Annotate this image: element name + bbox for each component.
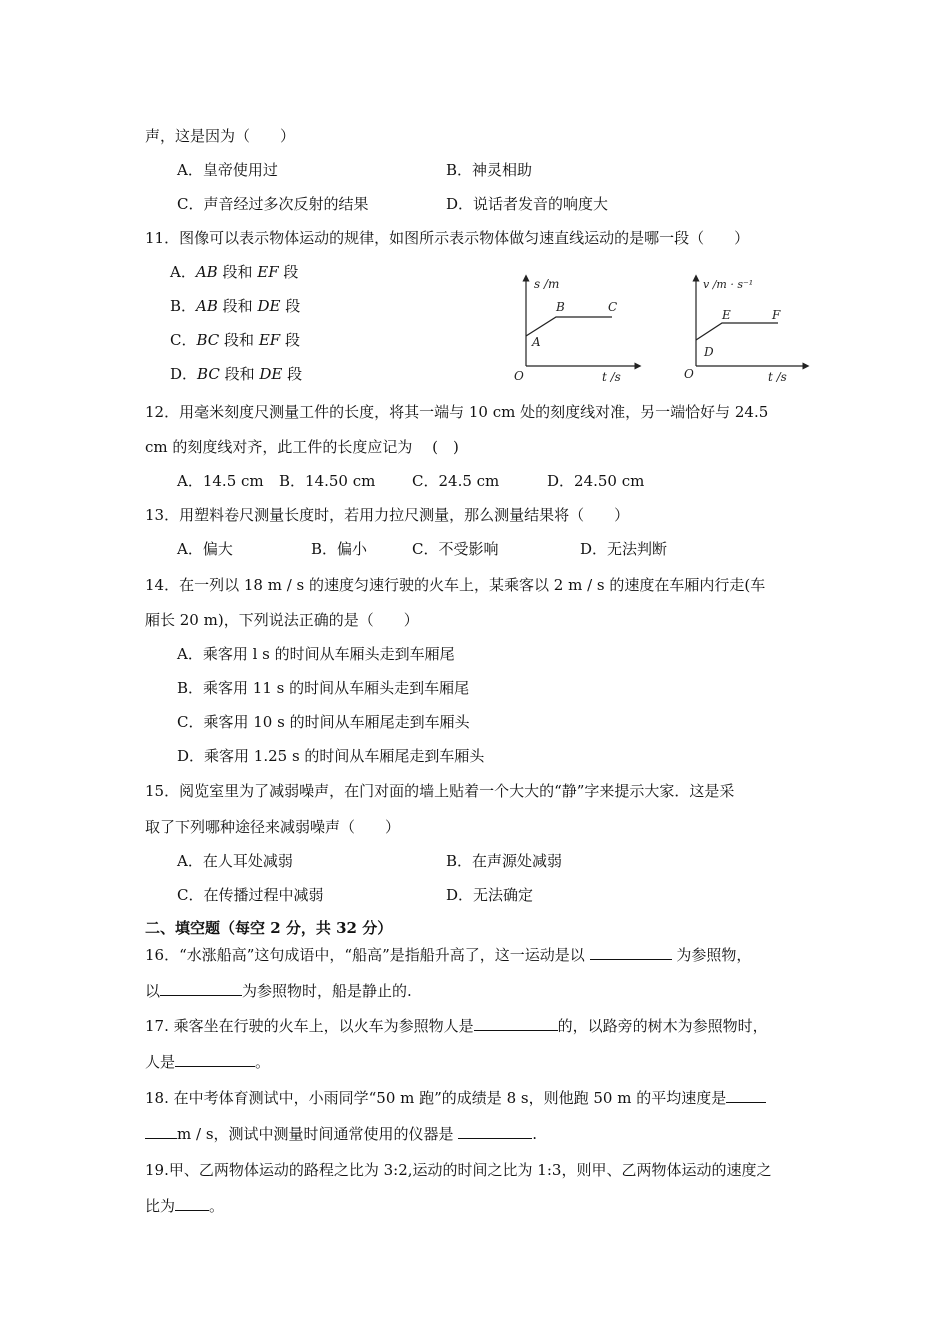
q11-motion-graphs bbox=[510, 270, 810, 390]
v-t-point-f: F bbox=[772, 308, 781, 322]
q17-blank-2[interactable] bbox=[175, 1052, 255, 1067]
q18-blank-1b[interactable] bbox=[145, 1124, 177, 1139]
q11-option-d: D．BC 段和 DE 段 bbox=[170, 365, 303, 383]
q13-stem: 13．用塑料卷尺测量长度时，若用力拉尺测量，那么测量结果将（ ） bbox=[145, 506, 630, 524]
q15-option-a: A．在人耳处减弱 bbox=[177, 852, 293, 870]
q14-option-d: D．乘客用 1.25 s 的时间从车厢尾走到车厢头 bbox=[177, 747, 485, 765]
v-t-line bbox=[696, 323, 778, 340]
q14-option-a: A．乘客用 l s 的时间从车厢头走到车厢尾 bbox=[177, 645, 455, 663]
v-t-origin: O bbox=[684, 367, 694, 381]
q16-blank-2[interactable] bbox=[160, 981, 242, 996]
q18-blank-2[interactable] bbox=[458, 1124, 532, 1139]
s-t-line bbox=[526, 317, 612, 336]
q16-line1: 16．“水涨船高”这句成语中，“船高”是指船升高了，这一运动是以 为参照物， bbox=[145, 946, 752, 964]
s-t-graph bbox=[514, 277, 638, 384]
q14-stem-line2: 厢长 20 m)，下列说法正确的是（ ） bbox=[145, 611, 419, 629]
q10-option-d: D．说话者发音的响度大 bbox=[446, 195, 609, 213]
section2-heading: 二、填空题（每空 2 分，共 32 分） bbox=[145, 919, 393, 937]
q18-line1: 18. 在中考体育测试中，小雨同学“50 m 跑”的成绩是 8 s，则他跑 50 m 的平均速度是 bbox=[145, 1088, 766, 1108]
q11-option-a: A．AB 段和 EF 段 bbox=[170, 263, 299, 281]
q13-option-c: C．不受影响 bbox=[412, 540, 499, 558]
q12-option-b: B．14.50 cm bbox=[279, 472, 376, 490]
q14-option-c: C．乘客用 10 s 的时间从车厢尾走到车厢头 bbox=[177, 713, 470, 731]
v-t-xlabel: t /s bbox=[768, 370, 787, 384]
q18-line2: m / s，测试中测量时间通常使用的仪器是 . bbox=[145, 1124, 537, 1144]
v-t-point-e: E bbox=[722, 308, 731, 322]
q12-option-a: A．14.5 cm bbox=[177, 472, 264, 490]
q15-option-b: B．在声源处减弱 bbox=[446, 852, 563, 870]
q16-blank-1[interactable] bbox=[590, 945, 672, 960]
q12-option-d: D．24.50 cm bbox=[547, 472, 645, 490]
q12-stem-line1: 12．用毫米刻度尺测量工件的长度，将其一端与 10 cm 处的刻度线对准，另一端恰好与 24.5 bbox=[145, 403, 769, 421]
q10-option-c: C．声音经过多次反射的结果 bbox=[177, 195, 369, 213]
s-t-ylabel: s /m bbox=[534, 277, 560, 291]
q17-line1: 17. 乘客坐在行驶的火车上，以火车为参照物人是 的，以路旁的树木为参照物时， bbox=[145, 1017, 768, 1035]
q16-line2: 以 为参照物时，船是静止的. bbox=[145, 982, 412, 1000]
q19-blank[interactable] bbox=[175, 1196, 209, 1211]
q13-option-a: A．偏大 bbox=[177, 540, 233, 558]
q17-blank-1[interactable] bbox=[474, 1016, 558, 1031]
v-t-graph bbox=[684, 278, 806, 384]
q10-option-b: B．神灵相助 bbox=[446, 161, 533, 179]
q15-option-c: C．在传播过程中减弱 bbox=[177, 886, 324, 904]
q10-option-a: A．皇帝使用过 bbox=[177, 161, 278, 179]
s-t-point-c: C bbox=[608, 300, 618, 314]
s-t-origin: O bbox=[514, 369, 524, 383]
q14-option-b: B．乘客用 11 s 的时间从车厢头走到车厢尾 bbox=[177, 679, 470, 697]
q18-blank-1a[interactable] bbox=[726, 1088, 766, 1103]
q11-option-c: C．BC 段和 EF 段 bbox=[170, 331, 300, 349]
q13-option-d: D．无法判断 bbox=[580, 540, 668, 558]
s-t-point-a: A bbox=[532, 335, 541, 349]
q19-line2: 比为 。 bbox=[145, 1197, 225, 1215]
q11-stem: 11．图像可以表示物体运动的规律，如图所示表示物体做匀速直线运动的是哪一段（ ） bbox=[145, 229, 750, 247]
q14-stem-line1: 14．在一列以 18 m / s 的速度匀速行驶的火车上，某乘客以 2 m / s 的速度在车厢内行走(车 bbox=[145, 576, 766, 594]
q12-option-c: C．24.5 cm bbox=[412, 472, 500, 490]
v-t-ylabel: v /m · s⁻¹ bbox=[703, 278, 754, 291]
q12-stem-line2: cm 的刻度线对齐，此工件的长度应记为 ( ) bbox=[145, 438, 459, 456]
q15-stem-line2: 取了下列哪种途径来减弱噪声（ ） bbox=[145, 818, 401, 836]
q13-option-b: B．偏小 bbox=[311, 540, 368, 558]
s-t-xlabel: t /s bbox=[602, 370, 621, 384]
s-t-point-b: B bbox=[556, 300, 565, 314]
q11-option-b: B．AB 段和 DE 段 bbox=[170, 297, 301, 315]
q19-line1: 19.甲、乙两物体运动的路程之比为 3:2,运动的时间之比为 1:3，则甲、乙两物体运动的速度之 bbox=[145, 1161, 772, 1179]
q15-stem-line1: 15．阅览室里为了减弱噪声，在门对面的墙上贴着一个大大的“静”字来提示大家．这是采 bbox=[145, 782, 735, 800]
q15-option-d: D．无法确定 bbox=[446, 886, 534, 904]
v-t-point-d: D bbox=[704, 345, 714, 359]
q10-stem-cont: 声，这是因为（ ） bbox=[145, 127, 296, 145]
q17-line2: 人是 。 bbox=[145, 1053, 271, 1071]
